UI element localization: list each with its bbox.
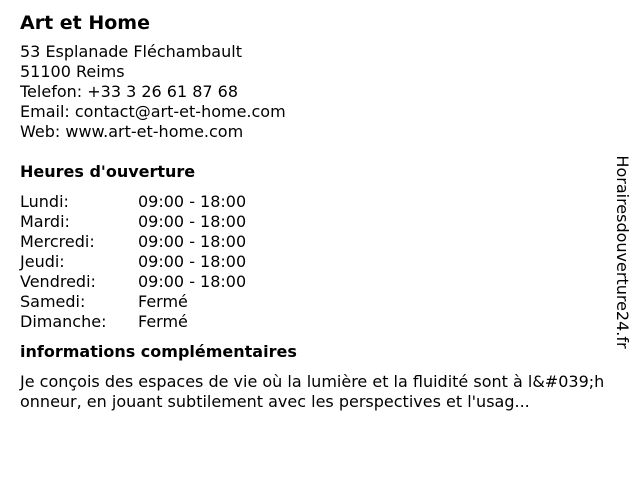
hours-time: 09:00 - 18:00: [138, 232, 247, 251]
hours-time: 09:00 - 18:00: [138, 212, 247, 231]
hours-row: [20, 292, 610, 312]
hours-day: Vendredi:: [20, 272, 96, 291]
hours-day: Lundi:: [20, 192, 69, 211]
web-line: Web: www.art-et-home.com: [20, 122, 244, 141]
hours-day: Mardi:: [20, 212, 70, 231]
hours-time: 09:00 - 18:00: [138, 272, 247, 291]
hours-table: [20, 192, 610, 332]
hours-row: [20, 252, 610, 272]
business-name: Art et Home: [20, 12, 150, 34]
email-line: Email: contact@art-et-home.com: [20, 102, 286, 121]
business-card: [20, 10, 610, 412]
hours-day: Jeudi:: [20, 252, 65, 271]
contact-block: [20, 42, 610, 142]
hours-row: [20, 192, 610, 212]
hours-time: Fermé: [138, 292, 188, 311]
hours-time: Fermé: [138, 312, 188, 331]
hours-day: Samedi:: [20, 292, 86, 311]
hours-row: [20, 232, 610, 252]
street-address: 53 Esplanade Fléchambault: [20, 42, 242, 61]
hours-time: 09:00 - 18:00: [138, 192, 247, 211]
city-address: 51100 Reims: [20, 62, 125, 81]
hours-heading: Heures d'ouverture: [20, 162, 196, 181]
info-heading: informations complémentaires: [20, 342, 297, 361]
info-text: Je conçois des espaces de vie où la lumière et la fluidité sont à l&#039;honneur, en jouant subtilement avec les perspectives et l'usag...: [20, 372, 605, 411]
vertical-brand-label: Horairesdouverture24.fr: [613, 155, 632, 349]
hours-time: 09:00 - 18:00: [138, 252, 247, 271]
hours-row: [20, 312, 610, 332]
phone-line: Telefon: +33 3 26 61 87 68: [20, 82, 239, 101]
hours-row: [20, 212, 610, 232]
hours-day: Mercredi:: [20, 232, 95, 251]
hours-day: Dimanche:: [20, 312, 107, 331]
hours-row: [20, 272, 610, 292]
